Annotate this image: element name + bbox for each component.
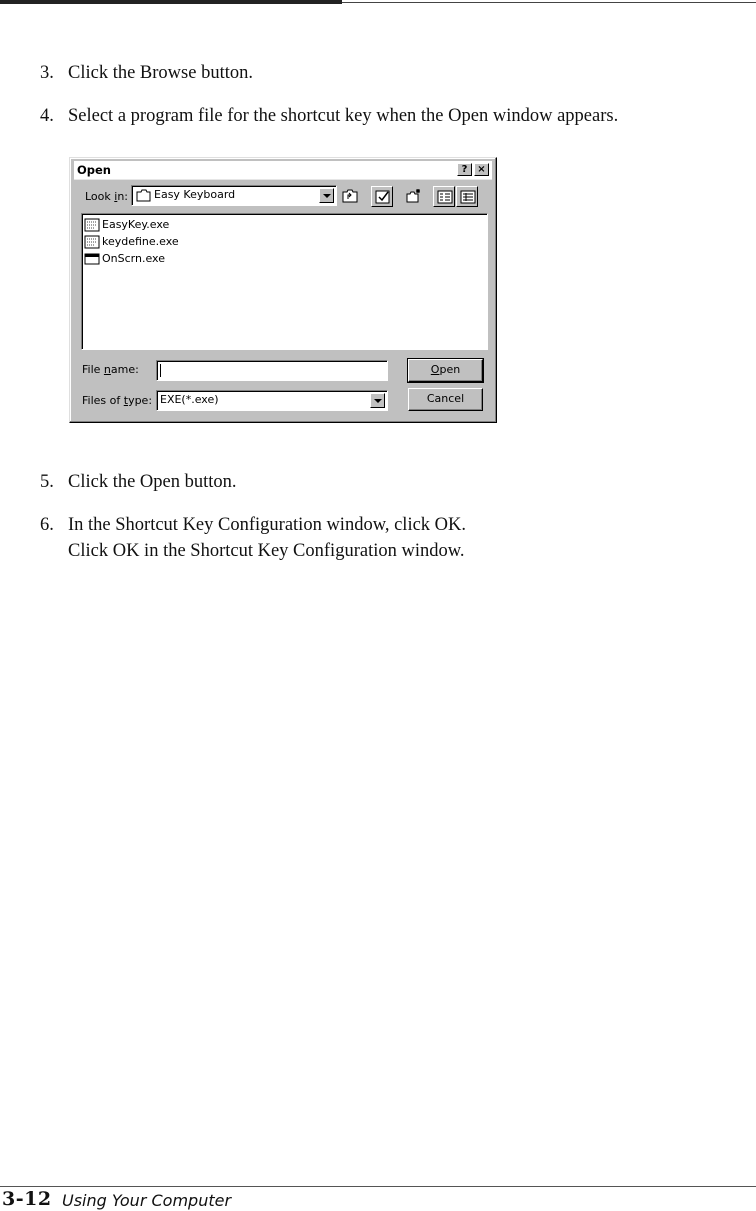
exe-file-icon bbox=[84, 218, 100, 232]
files-of-type-label: Files of type: bbox=[82, 394, 153, 407]
step-3-text: Click the Browse button. bbox=[68, 63, 253, 83]
open-dialog bbox=[69, 157, 497, 423]
new-folder-button[interactable] bbox=[403, 186, 425, 207]
files-of-type-dropdown-arrow[interactable] bbox=[370, 393, 385, 408]
file-list[interactable]: EasyKey.exe keydefine.exe OnScrn.exe bbox=[81, 213, 488, 350]
files-of-type-select[interactable]: EXE(*.exe) bbox=[156, 390, 388, 411]
step-4: 4. Select a program file for the shortcut key when the Open window appears. bbox=[40, 106, 619, 126]
file-name-input[interactable] bbox=[156, 360, 388, 381]
help-button[interactable]: ? bbox=[457, 163, 472, 176]
close-button[interactable]: × bbox=[474, 163, 489, 176]
dialog-title: Open bbox=[77, 163, 111, 177]
up-folder-icon bbox=[342, 189, 358, 203]
desktop-button[interactable] bbox=[371, 186, 393, 207]
look-in-combo[interactable]: Easy Keyboard bbox=[131, 185, 337, 206]
file-name-label: File name: bbox=[82, 363, 139, 376]
page-number: 3-12 bbox=[2, 1188, 52, 1210]
step-6-text: In the Shortcut Key Configuration window, click OK. bbox=[68, 515, 467, 535]
list-view-button[interactable] bbox=[433, 186, 455, 207]
step-3: 3. Click the Browse button. bbox=[40, 63, 253, 83]
list-view-icon bbox=[437, 190, 453, 204]
cancel-button[interactable]: Cancel bbox=[408, 388, 483, 411]
step-6: 6. In the Shortcut Key Configuration window, click OK. Click OK in the Shortcut Key Configuration window. bbox=[40, 512, 466, 564]
header-rule-thin bbox=[342, 2, 756, 3]
details-view-icon bbox=[460, 190, 476, 204]
step-4-text: Select a program file for the shortcut key when the Open window appears. bbox=[68, 106, 619, 126]
footer-rule bbox=[0, 1186, 756, 1187]
step-6-continuation: Click OK in the Shortcut Key Configuration window. bbox=[68, 541, 465, 561]
look-in-label: Look in: bbox=[85, 190, 129, 203]
step-5-text: Click the Open button. bbox=[68, 472, 237, 492]
section-title: Using Your Computer bbox=[62, 1191, 232, 1210]
check-icon bbox=[375, 190, 391, 204]
up-one-level-button[interactable] bbox=[339, 186, 361, 207]
text-caret bbox=[160, 364, 161, 377]
step-5: 5. Click the Open button. bbox=[40, 472, 237, 492]
app-window-icon bbox=[84, 252, 100, 266]
look-in-dropdown-arrow[interactable] bbox=[319, 188, 334, 203]
header-rule-thick bbox=[0, 0, 342, 4]
new-folder-icon bbox=[406, 189, 422, 203]
open-button[interactable]: Open bbox=[408, 359, 483, 382]
details-view-button[interactable] bbox=[456, 186, 478, 207]
exe-file-icon bbox=[84, 235, 100, 249]
folder-icon bbox=[136, 189, 151, 202]
dialog-titlebar bbox=[74, 161, 492, 180]
